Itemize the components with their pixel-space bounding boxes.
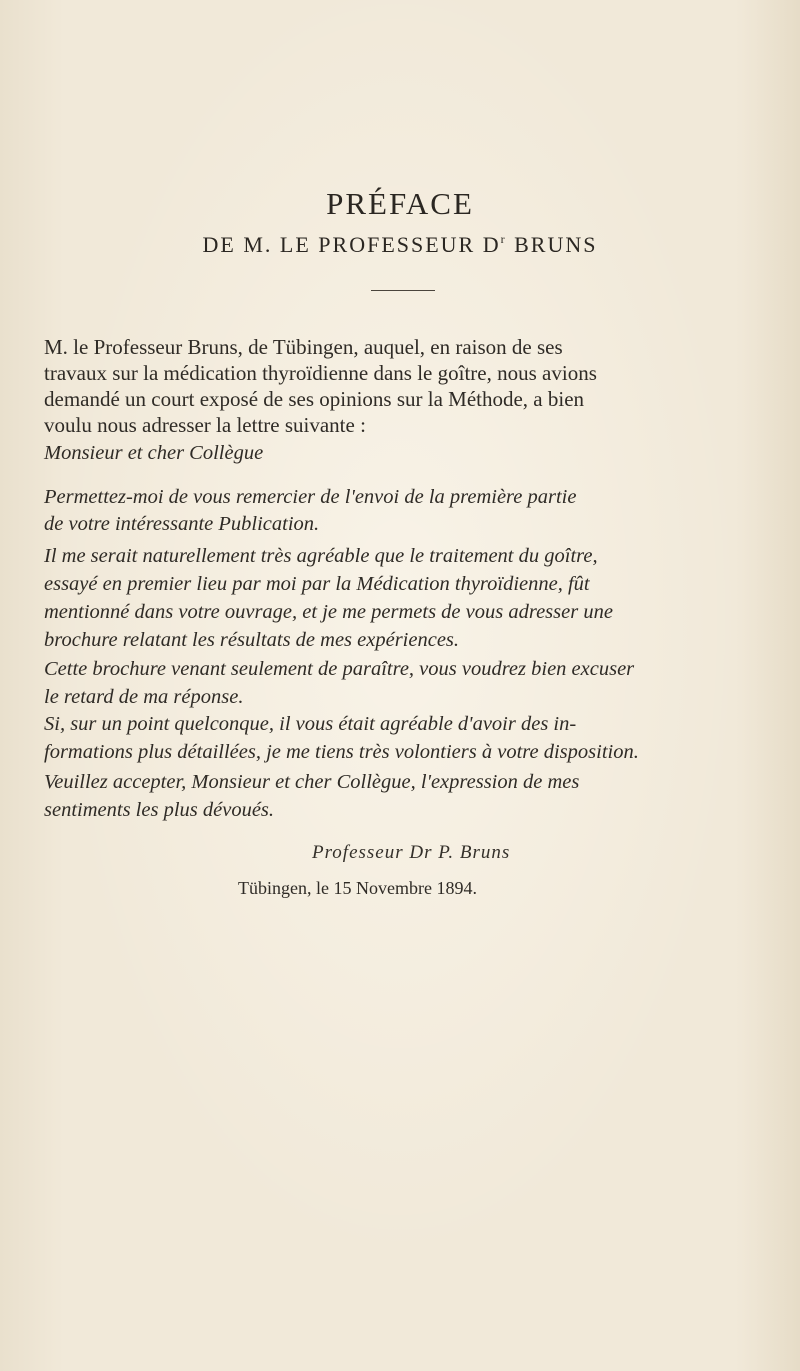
page-subtitle: [0, 232, 800, 258]
letter-line: de votre intéressante Publication.: [44, 513, 320, 535]
letter-line: sentiments les plus dévoués.: [44, 799, 275, 821]
letter-line: Permettez-moi de vous remercier de l'envoi de la première partie: [44, 486, 577, 508]
letter-dateline: Tübingen, le 15 Novembre 1894.: [238, 878, 477, 898]
letter-line: le retard de ma réponse.: [44, 686, 244, 708]
subtitle-superscript: r: [500, 232, 507, 246]
letter-line: brochure relatant les résultats de mes expériences.: [44, 629, 460, 651]
letter-salutation: Monsieur et cher Collègue: [44, 442, 264, 464]
letter-line: Si, sur un point quelconque, il vous était agréable d'avoir des in-: [44, 713, 577, 735]
letter-line: Veuillez accepter, Monsieur et cher Collègue, l'expression de mes: [44, 771, 580, 793]
intro-paragraph: [44, 334, 764, 438]
letter-signature: Professeur Dr P. Bruns: [312, 842, 511, 863]
page-title: PRÉFACE: [326, 186, 474, 221]
letter-line: Il me serait naturellement très agréable que le traitement du goître,: [44, 545, 598, 567]
subtitle-text: DE M. LE PROFESSEUR D: [202, 232, 501, 257]
letter-line: Cette brochure venant seulement de paraître, vous voudrez bien excuser: [44, 658, 635, 680]
letter-line: formations plus détaillées, je me tiens très volontiers à votre disposition.: [44, 741, 639, 763]
letter-line: mentionné dans votre ouvrage, et je me permets de vous adresser une: [44, 601, 613, 623]
intro-line: M. le Professeur Bruns, de Tübingen, auquel, en raison de ses: [44, 335, 563, 359]
letter-line: essayé en premier lieu par moi par la Médication thyroïdienne, fût: [44, 573, 590, 595]
subtitle-name: BRUNS: [506, 232, 598, 257]
intro-line: travaux sur la médication thyroïdienne dans le goître, nous avions: [44, 361, 597, 385]
title-divider: [371, 290, 435, 291]
intro-line: voulu nous adresser la lettre suivante :: [44, 413, 366, 437]
intro-line: demandé un court exposé de ses opinions sur la Méthode, a bien: [44, 387, 585, 411]
